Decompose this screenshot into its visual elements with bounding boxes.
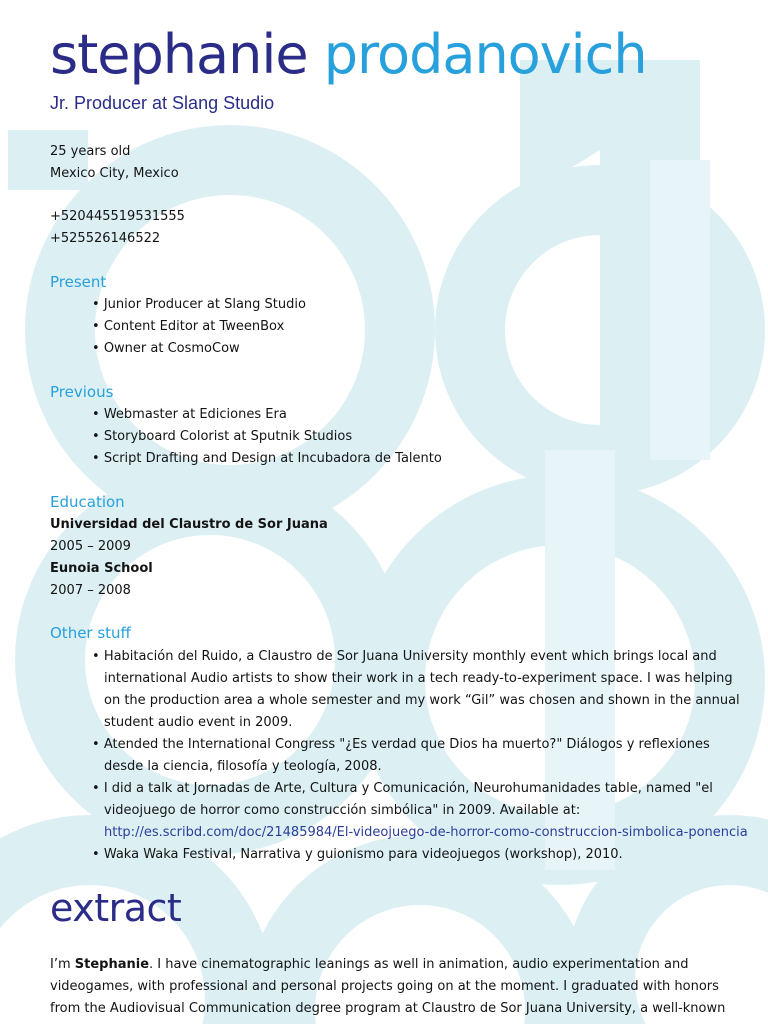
other-item: • Atended the International Congress "¿Es verdad que Dios ha muerto?" Diálogos y reflexiones (92, 737, 710, 752)
education-heading: Education (50, 493, 125, 511)
present-item: • Junior Producer at Slang Studio (92, 297, 306, 312)
talk-link[interactable]: http://es.scribd.com/doc/21485984/El-videojuego-de-horror-como-construccion-simbolica-ponencia (104, 825, 748, 840)
other-item-text: Habitación del Ruido, a Claustro de Sor Juana University monthly event which brings local and (103, 649, 717, 664)
school-1: Universidad del Claustro de Sor Juana (50, 517, 328, 532)
present-heading: Present (50, 273, 107, 291)
other-item-text: desde la ciencia, filosofía y teología, 2008. (104, 759, 382, 774)
other-item: • Waka Waka Festival, Narrativa y guionismo para videojuegos (workshop), 2010. (92, 847, 623, 862)
extract-line: videogames, with professional and personal projects going on at the moment. I graduated with honors (50, 979, 719, 994)
phone-1: +520445519531555 (50, 209, 185, 224)
previous-item: • Webmaster at Ediciones Era (92, 407, 287, 422)
previous-item-text: Webmaster at Ediciones Era (103, 407, 287, 422)
other-item: • I did a talk at Jornadas de Arte, Cultura y Comunicación, Neurohumanidades table, named "el (92, 781, 713, 796)
extract-line: from the Audiovisual Communication degree program at Claustro de Sor Juana University, a well-known (50, 1001, 726, 1016)
other-item-text: Atended the International Congress "¿Es verdad que Dios ha muerto?" Diálogos y reflexiones (103, 737, 710, 752)
previous-item: • Script Drafting and Design at Incubadora de Talento (92, 451, 442, 466)
extract-text: I’m (50, 957, 75, 972)
present-item: • Owner at CosmoCow (92, 341, 240, 356)
extract-heading: extract (50, 886, 182, 930)
other-item-text: student audio event in 2009. (104, 715, 293, 730)
other-item-text: international Audio artists to show their work in a tech ready-to-experiment space. I was helping (104, 671, 733, 686)
extract-text: . I have cinematographic leanings as well in animation, audio experimentation and (149, 957, 689, 972)
extract-line (50, 956, 688, 974)
present-item-text: Content Editor at TweenBox (103, 319, 285, 334)
present-item-text: Junior Producer at Slang Studio (103, 297, 306, 312)
present-item: • Content Editor at TweenBox (92, 319, 285, 334)
previous-item-text: Script Drafting and Design at Incubadora de Talento (103, 451, 442, 466)
location: Mexico City, Mexico (50, 166, 179, 181)
present-item-text: Owner at CosmoCow (103, 341, 240, 356)
age: 25 years old (50, 144, 131, 159)
previous-item-text: Storyboard Colorist at Sputnik Studios (103, 429, 353, 444)
other-item-text: videojuego de horror como construcción simbólica" in 2009. Available at: (104, 803, 581, 818)
other-item-text: Waka Waka Festival, Narrativa y guionismo para videojuegos (workshop), 2010. (103, 847, 623, 862)
job-title: Jr. Producer at Slang Studio (50, 93, 275, 113)
previous-heading: Previous (50, 383, 114, 401)
school-2-years: 2007 – 2008 (50, 583, 131, 598)
school-2: Eunoia School (50, 561, 153, 576)
last-name: prodanovich (323, 23, 647, 86)
school-1-years: 2005 – 2009 (50, 539, 131, 554)
other-item-text: on the production area a whole semester and my work “Gil” was chosen and shown in the annual (104, 693, 740, 708)
previous-item: • Storyboard Colorist at Sputnik Studios (92, 429, 353, 444)
phone-2: +525526146522 (50, 231, 161, 246)
other-heading: Other stuff (50, 624, 131, 642)
person-name (50, 20, 647, 90)
other-item-text: I did a talk at Jornadas de Arte, Cultura y Comunicación, Neurohumanidades table, named "el (103, 781, 713, 796)
first-name: stephanie (50, 23, 308, 86)
other-item: • Habitación del Ruido, a Claustro de Sor Juana University monthly event which brings local and (92, 649, 717, 664)
extract-name: Stephanie (74, 957, 150, 972)
